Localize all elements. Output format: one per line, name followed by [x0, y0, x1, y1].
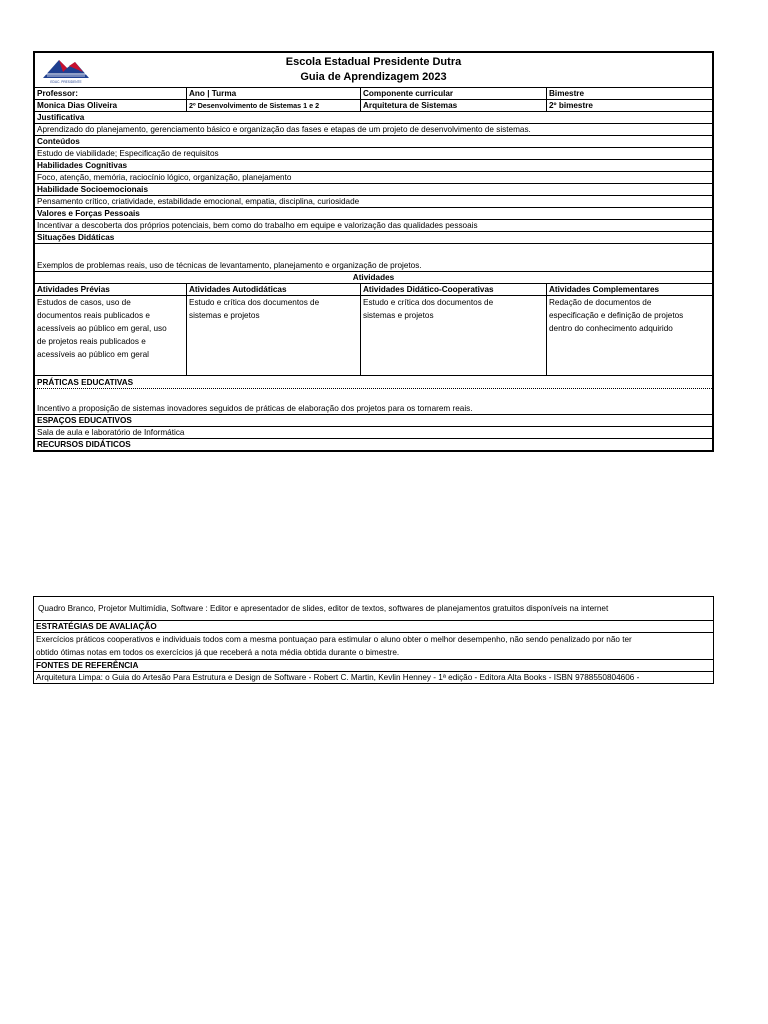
praticas-text: Incentivo a proposição de sistemas inovadores seguidos de práticas de elaboração dos projetos para os tornarem reais. — [37, 404, 473, 413]
atividades-label: Atividades — [352, 273, 395, 282]
text-line: Estudo e crítica dos documentos de — [189, 298, 320, 307]
justificativa-text: Aprendizado do planejamento, gerenciamento básico e organização das fases e etapas de um projeto de desenvolvimento de sistemas. — [37, 125, 531, 134]
fontes-text: Arquitetura Limpa: o Guia do Artesão Para Estrutura e Design de Software - Robert C. Martin, Kevlin Henney - 1ª edição - Editora Alta Books - ISBN 9788550804606 - — [36, 673, 640, 682]
atividades-autodidaticas-text — [187, 296, 361, 376]
componente-value: Arquitetura de Sistemas — [361, 100, 547, 111]
valores-label: Valores e Forças Pessoais — [37, 209, 140, 218]
text-line: documentos reais publicados e — [37, 311, 150, 320]
justificativa-label: Justificativa — [37, 113, 85, 122]
header — [35, 53, 712, 88]
hab-cog-label: Habilidades Cognitivas — [37, 161, 128, 170]
continuation-sheet — [33, 596, 714, 684]
estrategias-text — [34, 633, 713, 659]
professor-label: Professor: — [35, 88, 187, 99]
conteudos-text: Estudo de viabilidade; Especificação de requisitos — [37, 149, 219, 158]
atividades-complementares-text — [547, 296, 712, 376]
text-line: acessíveis ao público em geral, uso — [37, 324, 167, 333]
ano-turma-label: Ano | Turma — [187, 88, 361, 99]
espacos-text: Sala de aula e laboratório de Informática — [37, 428, 185, 437]
text-line: Estudos de casos, uso de — [37, 298, 131, 307]
school-name: Escola Estadual Presidente Dutra — [285, 56, 462, 68]
info-header-row — [35, 88, 712, 100]
situacoes-label: Situações Didáticas — [37, 233, 115, 242]
text-line: acessíveis ao público em geral — [37, 350, 149, 359]
atividades-autodidaticas-header: Atividades Autodidáticas — [187, 284, 361, 295]
professor-value: Monica Dias Oliveira — [35, 100, 187, 111]
atividades-previas-header: Atividades Prévias — [35, 284, 187, 295]
atividades-header-row — [35, 284, 712, 296]
fontes-label: FONTES DE REFERÊNCIA — [36, 661, 139, 670]
text-line: sistemas e projetos — [189, 311, 260, 320]
text-line: dentro do conhecimento adquirido — [549, 324, 673, 333]
learning-guide-sheet — [33, 51, 714, 452]
text-line: Exercícios práticos cooperativos e individuais todos com a mesma pontuaçao para estimular o aluno obter o melhor desempenho, não sendo penalizado por não ter — [36, 635, 632, 644]
text-line: de projetos reais publicados e — [37, 337, 146, 346]
school-logo-icon — [39, 56, 93, 84]
header-title — [35, 55, 712, 85]
atividades-cooperativas-text — [361, 296, 547, 376]
valores-text: Incentivar a descoberta dos próprios potenciais, bem como do trabalho em equipe e valorização das qualidades pessoais — [37, 221, 478, 230]
text-line: Estudo e crítica dos documentos de — [363, 298, 494, 307]
text-line: sistemas e projetos — [363, 311, 434, 320]
bimestre-value: 2º bimestre — [549, 101, 593, 110]
text-line: especificação e definição de projetos — [549, 311, 684, 320]
situacoes-text: Exemplos de problemas reais, uso de técnicas de levantamento, planejamento e organização de projetos. — [37, 261, 422, 270]
recursos-text: Quadro Branco, Projetor Multimídia, Software : Editor e apresentador de slides, editor de textos, softwares de planejamentos gratuitos disponíveis na internet — [38, 604, 609, 613]
atividades-previas-text — [35, 296, 187, 376]
text-line: obtido ótimas notas em todos os exercícios já que receberá a nota média obtida durante o bimestre. — [36, 648, 400, 657]
atividades-cooperativas-header: Atividades Didático-Cooperativas — [361, 284, 547, 295]
estrategias-label: ESTRATÉGIAS DE AVALIAÇÃO — [36, 622, 157, 631]
ano-turma-value: 2º Desenvolvimento de Sistemas 1 e 2 — [187, 100, 361, 111]
conteudos-label: Conteúdos — [37, 137, 80, 146]
guide-title: Guia de Aprendizagem 2023 — [300, 71, 447, 83]
atividades-body-row — [35, 296, 712, 376]
hab-socio-text: Pensamento crítico, criatividade, estabilidade emocional, empatia, disciplina, curiosidade — [37, 197, 360, 206]
atividades-complementares-header: Atividades Complementares — [549, 285, 660, 294]
hab-cog-text: Foco, atenção, memória, raciocínio lógico, organização, planejamento — [37, 173, 292, 182]
svg-text:EDUC. PRESIDENTE: EDUC. PRESIDENTE — [50, 80, 82, 84]
text-line: Redação de documentos de — [549, 298, 652, 307]
componente-label: Componente curricular — [361, 88, 547, 99]
info-value-row — [35, 100, 712, 112]
bimestre-label: Bimestre — [549, 89, 585, 98]
hab-socio-label: Habilidade Socioemocionais — [37, 185, 149, 194]
espacos-label: ESPAÇOS EDUCATIVOS — [37, 416, 132, 425]
praticas-label: PRÁTICAS EDUCATIVAS — [37, 378, 134, 387]
recursos-label: RECURSOS DIDÁTICOS — [37, 440, 131, 449]
